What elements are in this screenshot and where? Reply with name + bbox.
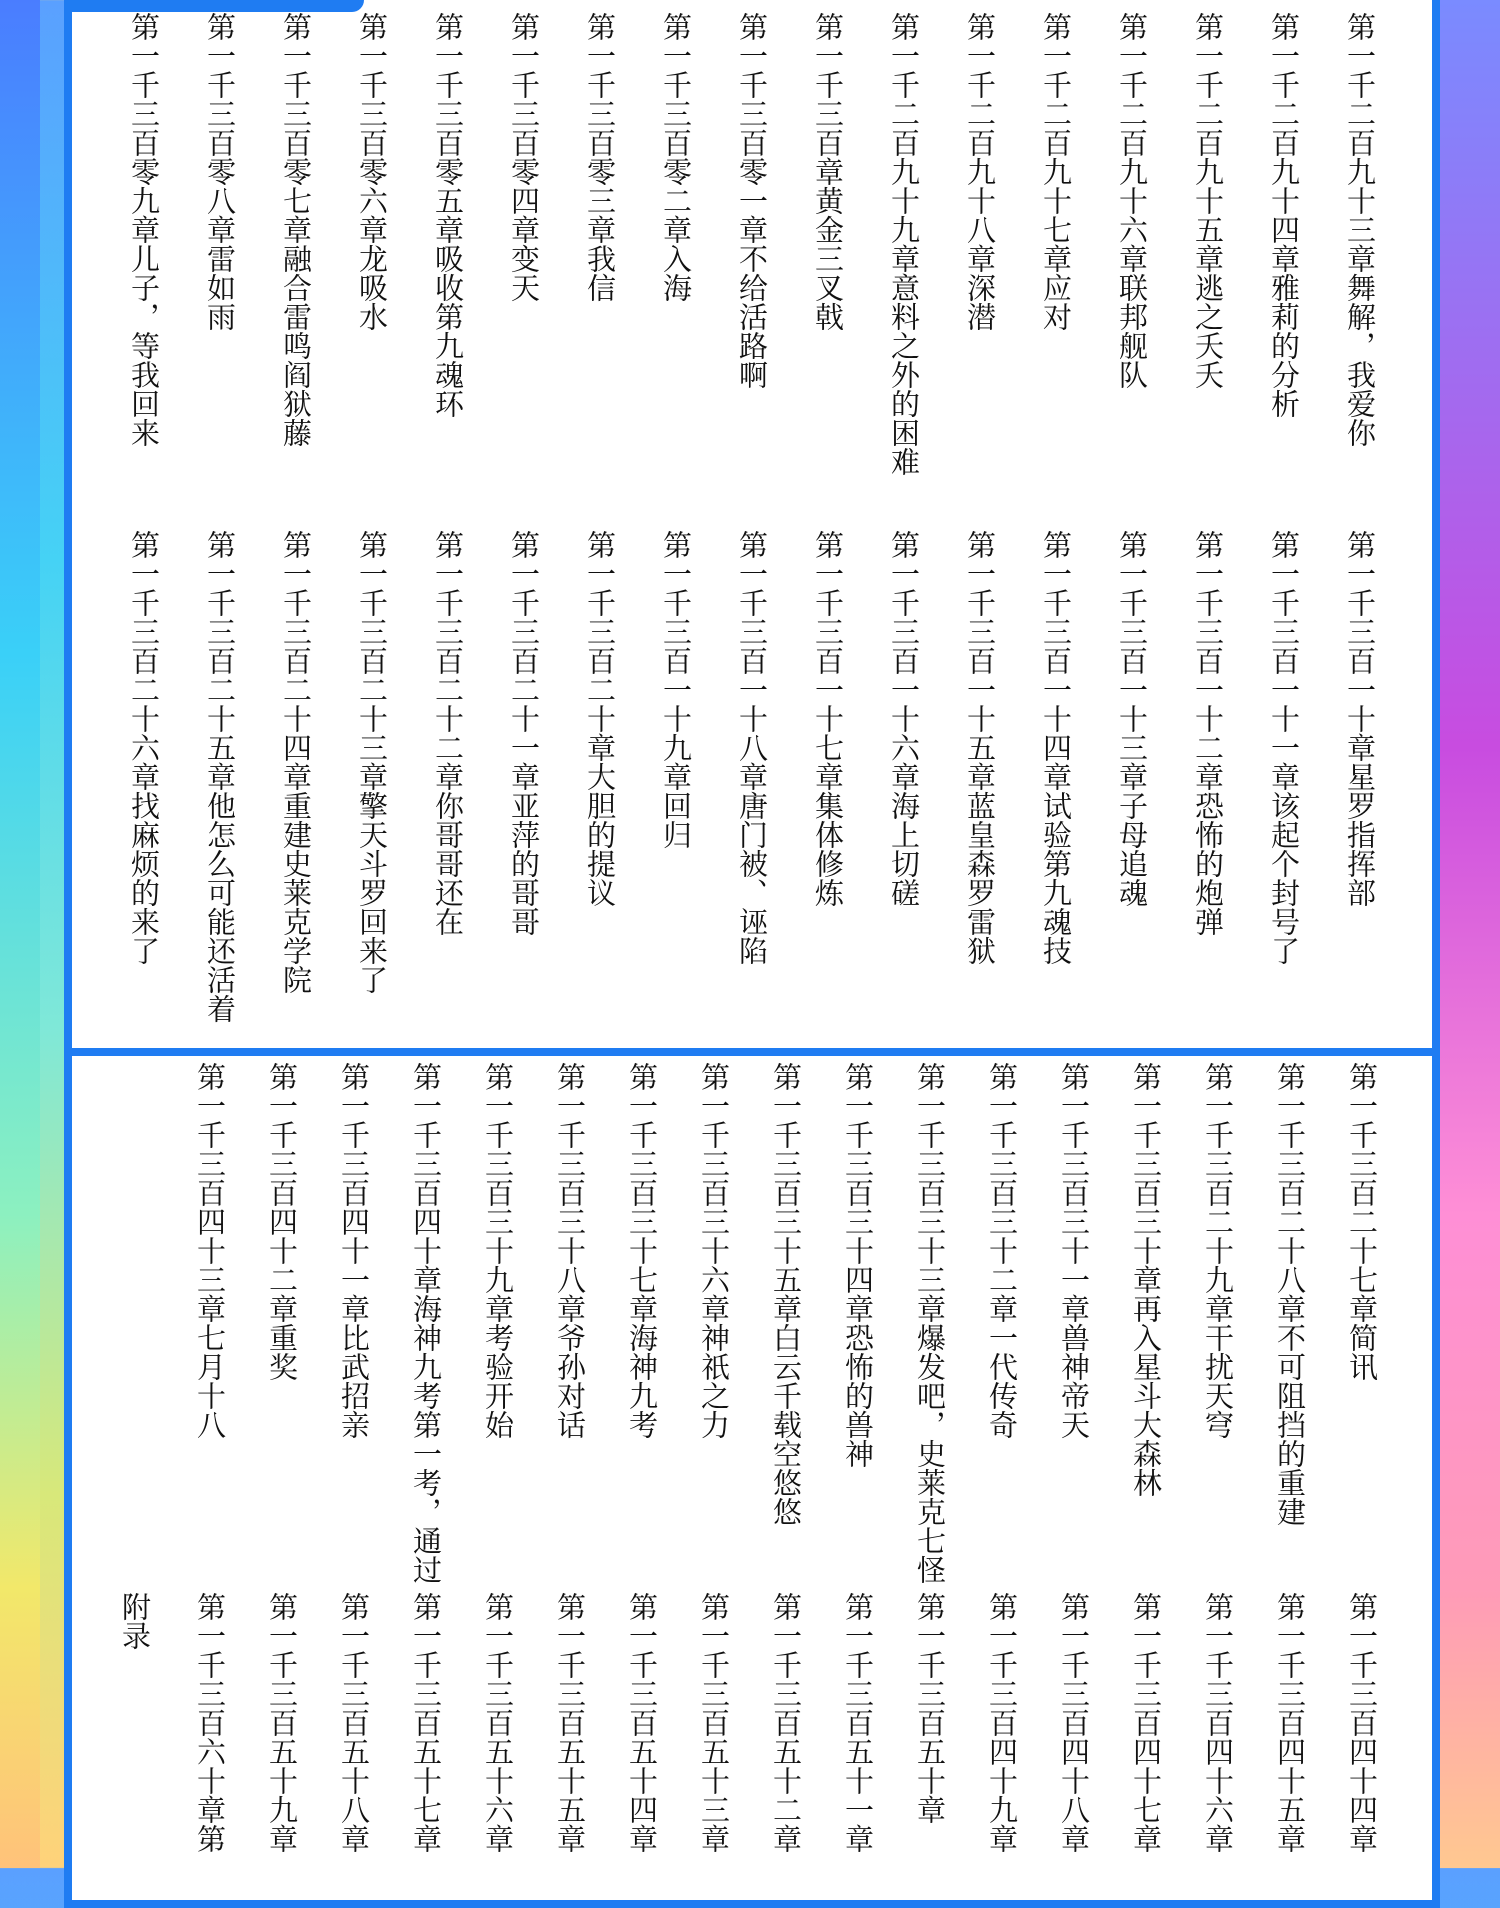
chapter-link[interactable]: 第一千三百一十章星罗指挥部	[1343, 530, 1377, 907]
chapter-link[interactable]: 第一千三百四十二章重奖	[265, 1062, 299, 1381]
chapter-link[interactable]: 第一千三百三十三章爆发吧，史莱克七怪	[913, 1062, 947, 1584]
chapter-link[interactable]: 第一千三百四十三章七月十八	[193, 1062, 227, 1439]
chapter-link[interactable]: 第一千三百零六章龙吸水	[355, 12, 389, 331]
chapter-link[interactable]: 第一千三百一十四章试验第九魂技	[1039, 530, 1073, 965]
background-left-gradient	[0, 0, 40, 1868]
chapter-link[interactable]: 第一千三百四十章海神九考第一考，通过	[409, 1062, 443, 1584]
chapter-link[interactable]: 第一千三百五十三章	[697, 1592, 731, 1853]
chapter-link[interactable]: 第一千三百四十一章比武招亲	[337, 1062, 371, 1439]
chapter-link[interactable]: 第一千三百五十五章	[553, 1592, 587, 1853]
chapter-link[interactable]: 第一千三百零二章入海	[659, 12, 693, 302]
chapter-link[interactable]: 第一千三百五十八章	[337, 1592, 371, 1853]
chapter-link[interactable]: 第一千三百一十五章蓝皇森罗雷狱	[963, 530, 997, 965]
chapter-link[interactable]: 第一千三百二十五章他怎么可能还活着	[203, 530, 237, 1023]
chapter-link[interactable]: 第一千三百一十一章该起个封号了	[1267, 530, 1301, 965]
chapter-link[interactable]: 第一千三百四十八章	[1057, 1592, 1091, 1853]
chapter-link[interactable]: 第一千三百一十七章集体修炼	[811, 530, 845, 907]
chapter-link[interactable]: 第一千三百零七章融合雷鸣阎狱藤	[279, 12, 313, 447]
chapter-link[interactable]: 第一千三百二十二章你哥哥还在	[431, 530, 465, 936]
chapter-link[interactable]: 第一千三百五十一章	[841, 1592, 875, 1853]
chapter-link[interactable]: 第一千三百四十五章	[1273, 1592, 1307, 1853]
chapter-link[interactable]: 第一千三百零五章吸收第九魂环	[431, 12, 465, 418]
chapter-link[interactable]: 第一千三百零三章我信	[583, 12, 617, 302]
chapter-link[interactable]: 第一千二百九十五章逃之夭夭	[1191, 12, 1225, 389]
chapter-link[interactable]: 第一千三百一十六章海上切磋	[887, 530, 921, 907]
background-right-gradient	[1440, 0, 1500, 1868]
chapter-link[interactable]: 第一千三百二十九章干扰天穹	[1201, 1062, 1235, 1439]
chapter-link[interactable]: 第一千三百零一章不给活路啊	[735, 12, 769, 389]
chapter-link[interactable]: 第一千三百四十六章	[1201, 1592, 1235, 1853]
chapter-link[interactable]: 第一千二百九十七章应对	[1039, 12, 1073, 331]
appendix-label[interactable]: 附录	[118, 1592, 152, 1650]
chapter-link[interactable]: 第一千三百三十四章恐怖的兽神	[841, 1062, 875, 1468]
chapter-link[interactable]: 第一千三百二十三章擎天斗罗回来了	[355, 530, 389, 994]
chapter-link[interactable]: 第一千三百二十一章亚萍的哥哥	[507, 530, 541, 936]
chapter-link[interactable]: 第一千三百一十三章子母追魂	[1115, 530, 1149, 907]
chapter-link[interactable]: 第一千三百一十八章唐门被、诬陷	[735, 530, 769, 965]
chapter-link[interactable]: 第一千二百九十三章舞解，我爱你	[1343, 12, 1377, 447]
chapter-link[interactable]: 第一千二百九十六章联邦舰队	[1115, 12, 1149, 389]
chapter-link[interactable]: 第一千三百三十九章考验开始	[481, 1062, 515, 1439]
chapter-link[interactable]: 第一千三百四十九章	[985, 1592, 1019, 1853]
chapter-link[interactable]: 第一千三百四十七章	[1129, 1592, 1163, 1853]
chapter-link[interactable]: 第一千三百三十六章神祇之力	[697, 1062, 731, 1439]
chapter-link[interactable]: 第一千三百二十七章简讯	[1345, 1062, 1379, 1381]
chapter-link[interactable]: 第一千二百九十四章雅莉的分析	[1267, 12, 1301, 418]
chapter-link[interactable]: 第一千三百五十六章	[481, 1592, 515, 1853]
chapter-link[interactable]: 第一千三百六十章第	[193, 1592, 227, 1853]
chapter-link[interactable]: 第一千三百二十四章重建史莱克学院	[279, 530, 313, 994]
chapter-link[interactable]: 第一千三百三十七章海神九考	[625, 1062, 659, 1439]
chapter-link[interactable]: 第一千三百三十五章白云千载空悠悠	[769, 1062, 803, 1526]
panel-tab-corner	[64, 0, 364, 12]
chapter-link[interactable]: 第一千三百零九章儿子，等我回来	[127, 12, 161, 447]
chapter-link[interactable]: 第一千三百五十二章	[769, 1592, 803, 1853]
chapter-link[interactable]: 第一千三百五十四章	[625, 1592, 659, 1853]
chapter-link[interactable]: 第一千三百三十一章兽神帝天	[1057, 1062, 1091, 1439]
chapter-link[interactable]: 第一千三百三十章再入星斗大森林	[1129, 1062, 1163, 1497]
chapter-link[interactable]: 第一千三百一十二章恐怖的炮弹	[1191, 530, 1225, 936]
chapter-link[interactable]: 第一千三百二十八章不可阻挡的重建	[1273, 1062, 1307, 1526]
chapter-link[interactable]: 第一千三百三十二章一代传奇	[985, 1062, 1019, 1439]
chapter-link[interactable]: 第一千三百五十章	[913, 1592, 947, 1824]
chapter-link[interactable]: 第一千三百三十八章爷孙对话	[553, 1062, 587, 1439]
chapter-link[interactable]: 第一千三百四十四章	[1345, 1592, 1379, 1853]
chapter-link[interactable]: 第一千三百五十九章	[265, 1592, 299, 1853]
chapter-link[interactable]: 第一千三百零四章变天	[507, 12, 541, 302]
chapter-link[interactable]: 第一千二百九十九章意料之外的困难	[887, 12, 921, 476]
chapter-link[interactable]: 第一千三百一十九章回归	[659, 530, 693, 849]
chapter-link[interactable]: 第一千三百二十六章找麻烦的来了	[127, 530, 161, 965]
chapter-link[interactable]: 第一千三百二十章大胆的提议	[583, 530, 617, 907]
chapter-link[interactable]: 第一千三百五十七章	[409, 1592, 443, 1853]
chapter-link[interactable]: 第一千二百九十八章深潜	[963, 12, 997, 331]
chapter-link[interactable]: 第一千三百零八章雷如雨	[203, 12, 237, 331]
chapter-link[interactable]: 第一千三百章黄金三叉戟	[811, 12, 845, 331]
